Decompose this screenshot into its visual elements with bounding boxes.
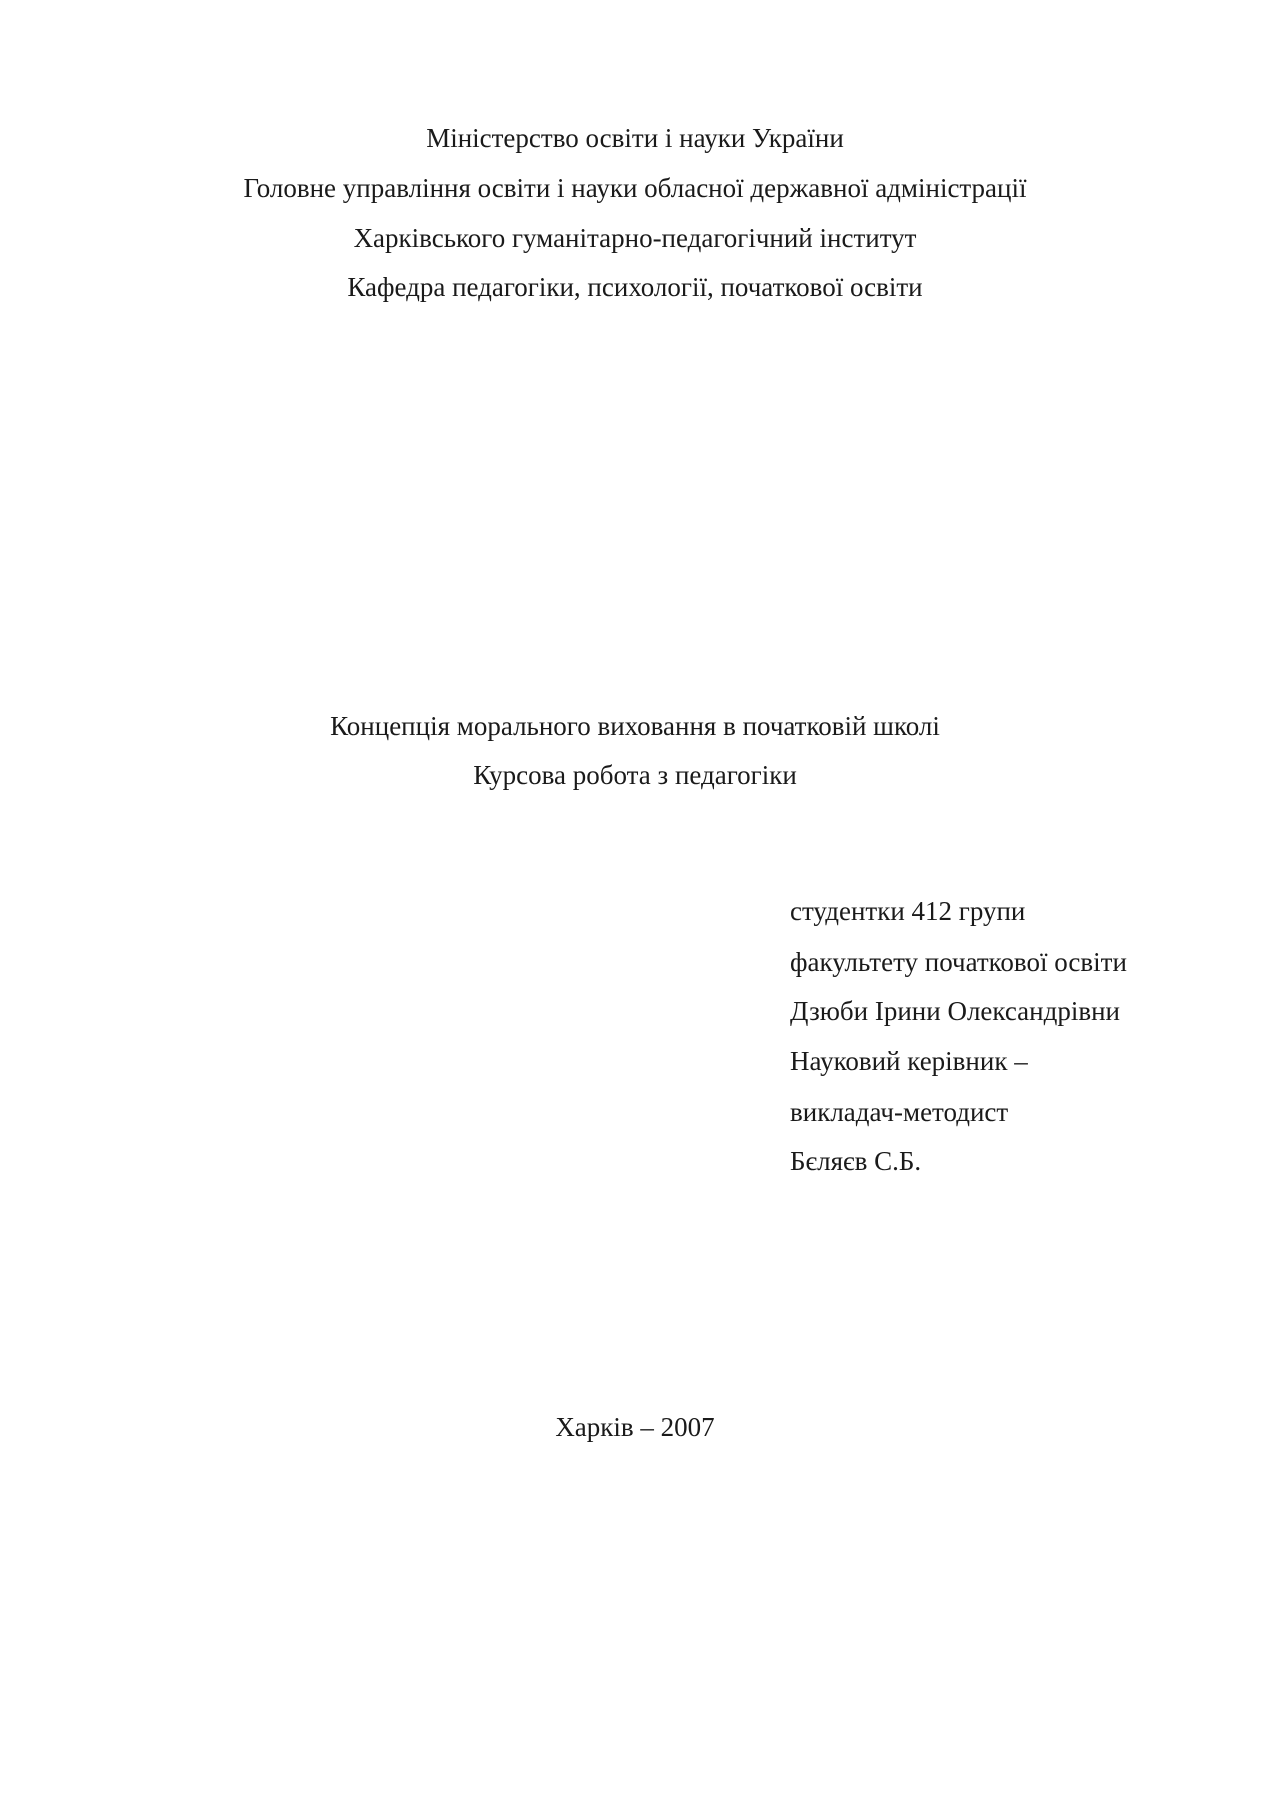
author-faculty: факультету початкової освіти [790, 947, 1127, 977]
thesis-topic: Концепція морального виховання в початковій школі [330, 711, 940, 741]
institute-line: Харківського гуманітарно-педагогічний інститут [353, 223, 917, 253]
author-group: студентки 412 групи [790, 896, 1026, 926]
ministry-line: Міністерство освіти і науки України [426, 123, 844, 153]
department-line: Головне управління освіти і науки обласної державної адміністрації [243, 173, 1027, 203]
supervisor-label: Науковий керівник – [790, 1046, 1028, 1076]
work-type: Курсова робота з педагогіки [473, 760, 797, 790]
supervisor-name: Бєляєв С.Б. [790, 1146, 922, 1176]
chair-line: Кафедра педагогіки, психології, початкової освіти [347, 272, 923, 302]
city-year: Харків – 2007 [555, 1412, 715, 1442]
author-name: Дзюби Ірини Олександрівни [790, 996, 1120, 1026]
supervisor-position: викладач-методист [790, 1097, 1009, 1127]
